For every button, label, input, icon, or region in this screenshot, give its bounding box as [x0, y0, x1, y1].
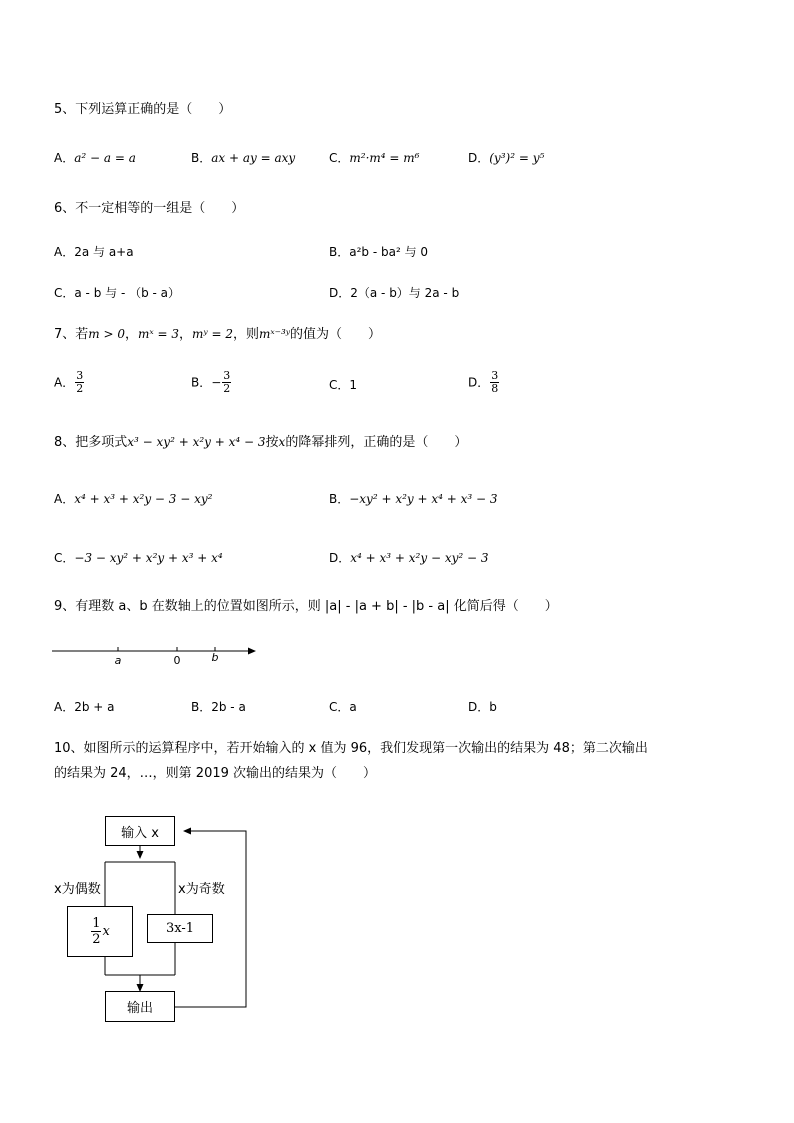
- q7-d-num: 3: [491, 369, 499, 382]
- flow-even-box: [67, 906, 133, 957]
- q5-option-a[interactable]: [54, 149, 136, 167]
- q7-option-c[interactable]: C．1: [329, 378, 358, 392]
- q7-d-label: D．: [468, 375, 490, 390]
- flow-odd-op: 3x-1: [165, 921, 195, 936]
- q5-d-label: D．: [468, 151, 490, 165]
- q7-a-label: A．: [54, 375, 75, 390]
- q6-option-d[interactable]: D．2（a - b）与 2a - b: [329, 286, 460, 300]
- q6-option-c[interactable]: C．a - b 与 - （b - a）: [54, 286, 181, 300]
- q8-option-a[interactable]: [54, 490, 212, 508]
- q7-stem-pre: 7、若: [54, 327, 89, 342]
- q8-a-expr: x⁴ + x³ + x²y − 3 − xy²: [74, 492, 213, 506]
- q9-option-b[interactable]: B．2b - a: [191, 700, 246, 714]
- q8-stem-post: 的降幂排列，正确的是（ ）: [285, 435, 468, 450]
- q8-d-expr: x⁴ + x³ + x²y − xy² − 3: [350, 551, 489, 565]
- flow-even-label: x为偶数: [54, 882, 101, 897]
- q6-option-a[interactable]: A．2a 与 a+a: [54, 245, 134, 259]
- flow-input-box: [105, 816, 175, 846]
- q9-option-a[interactable]: A．2b + a: [54, 700, 115, 714]
- q7-d-fraction: [490, 370, 499, 395]
- q8-b-label: B．: [329, 492, 350, 506]
- q5-d-expr: (y³)² = y⁵: [489, 151, 545, 165]
- q7-b-fraction: [222, 370, 231, 395]
- flow-even-var: x: [102, 924, 110, 939]
- q7-a-fraction: [75, 370, 84, 395]
- flow-half-fraction: [91, 916, 101, 947]
- q5-b-label: B．: [191, 151, 212, 165]
- q7-stem-post: 的值为（ ）: [290, 327, 382, 342]
- q8-a-label: A．: [54, 492, 75, 506]
- q7-d-den: 8: [491, 382, 499, 395]
- q7-b-den: 2: [223, 382, 231, 395]
- flow-odd-label: x为奇数: [178, 882, 225, 897]
- q5-c-label: C．: [329, 151, 350, 165]
- q8-option-d[interactable]: [329, 549, 489, 567]
- q7-b-label: B．: [191, 375, 212, 390]
- q10-stem-line2: 的结果为 24，…，则第 2019 次输出的结果为（ ）: [54, 766, 377, 781]
- label-a: a: [114, 654, 122, 667]
- q9-stem: 9、有理数 a、b 在数轴上的位置如图所示，则 |a| - |a + b| - |b - a| 化简后得（ ）: [54, 599, 558, 614]
- flow-output-box: [105, 991, 175, 1022]
- q6-stem: 6、不一定相等的一组是（ ）: [54, 201, 245, 216]
- q8-stem-pre: 8、把多项式: [54, 435, 128, 450]
- q7-option-d[interactable]: [468, 370, 500, 395]
- q5-c-expr: m²·m⁴ = m⁶: [349, 151, 420, 165]
- q5-option-d[interactable]: [468, 149, 544, 167]
- q8-c-label: C．: [54, 551, 75, 565]
- q7-a-num: 3: [76, 369, 84, 382]
- flow-output-label: 输出: [126, 1001, 153, 1016]
- q9-number-line: [50, 640, 262, 670]
- q8-var: x: [278, 435, 286, 449]
- flow-input-label: 输入 x: [121, 825, 159, 841]
- q5-stem: 5、下列运算正确的是（ ）: [54, 102, 232, 117]
- q8-d-label: D．: [329, 551, 351, 565]
- q7-b-sign: −: [211, 375, 222, 390]
- q8-option-c[interactable]: [54, 549, 223, 567]
- q7-stem-mid: ，则: [232, 327, 259, 342]
- flow-half-den: 2: [92, 932, 101, 947]
- q8-option-b[interactable]: [329, 490, 498, 508]
- q9-option-c[interactable]: C．a: [329, 700, 357, 714]
- label-0: 0: [173, 654, 181, 667]
- q7-cond2: mˣ = 3: [138, 327, 179, 341]
- q5-a-label: A．: [54, 151, 75, 165]
- q7-option-b[interactable]: [191, 370, 232, 395]
- q7-cond3: mʸ = 2: [191, 327, 233, 341]
- q8-b-expr: −xy² + x²y + x⁴ + x³ − 3: [349, 492, 498, 506]
- q6-option-b[interactable]: B．a²b - ba² 与 0: [329, 245, 429, 259]
- q8-c-expr: −3 − xy² + x²y + x³ + x⁴: [74, 551, 223, 565]
- q5-a-expr: a² − a = a: [74, 151, 136, 165]
- q8-poly: x³ − xy² + x²y + x⁴ − 3: [127, 435, 266, 449]
- q7-a-den: 2: [76, 382, 84, 395]
- q9-option-d[interactable]: D．b: [468, 700, 497, 714]
- q10-stem-line1: 10、如图所示的运算程序中，若开始输入的 x 值为 96，我们发现第一次输出的结果为 48；第二次输出: [54, 741, 648, 756]
- q7-b-num: 3: [223, 369, 231, 382]
- label-b: b: [211, 651, 219, 664]
- q7-stem: 7、若m > 0，mˣ = 3，mʸ = 2，则mˣ⁻³ʸ的值为（ ）: [54, 327, 382, 342]
- q5-option-b[interactable]: [191, 149, 295, 167]
- flow-odd-box: [147, 914, 213, 943]
- q7-option-a[interactable]: [54, 370, 85, 395]
- q5-b-expr: ax + ay = axy: [211, 151, 296, 165]
- q5-option-c[interactable]: [329, 149, 419, 167]
- q7-target: mˣ⁻³ʸ: [258, 327, 291, 341]
- q7-cond1: m > 0: [88, 327, 125, 341]
- flow-half-num: 1: [92, 916, 101, 931]
- q8-stem: [54, 433, 467, 452]
- number-line-arrow-icon: [248, 648, 256, 655]
- q8-stem-mid: 按: [265, 435, 279, 450]
